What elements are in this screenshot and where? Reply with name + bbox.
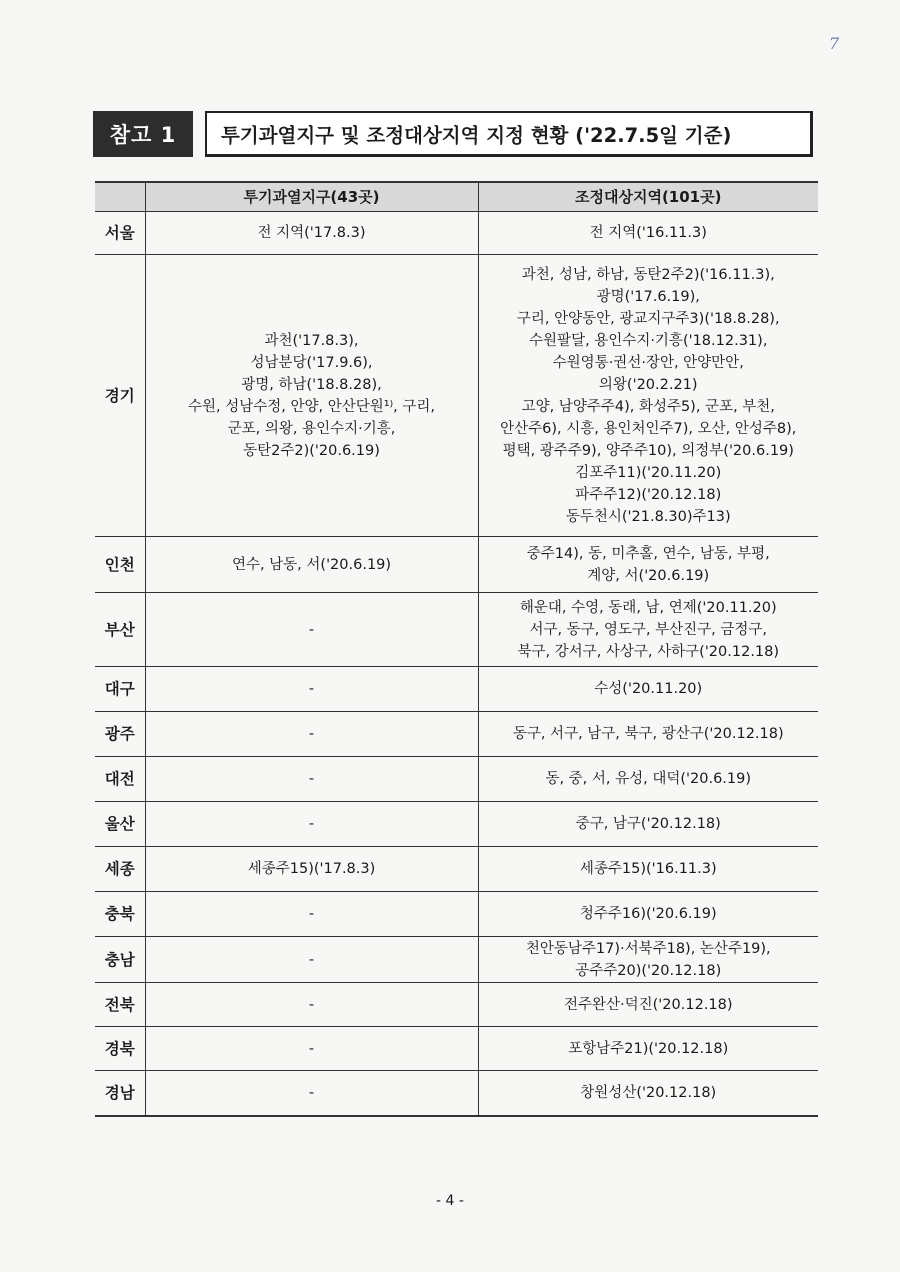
adjusted-area-cell	[478, 537, 818, 593]
designation-table	[95, 181, 818, 1117]
cell-line: -	[308, 621, 315, 638]
cell-line: 전 지역('16.11.3)	[589, 225, 707, 241]
adjusted-area-cell	[478, 983, 818, 1027]
table-row	[95, 802, 818, 847]
cell-line: 파주주12)('20.12.18)	[575, 486, 722, 503]
adjusted-area-cell	[478, 212, 818, 255]
region-cell: 경남	[95, 1071, 145, 1116]
table-row	[95, 937, 818, 983]
cell-line: 서구, 동구, 영도구, 부산진구, 금정구,	[529, 621, 768, 638]
cell-line: 수원, 성남수정, 안양, 안산단원¹⁾, 구리,	[188, 398, 435, 415]
cell-line: -	[308, 816, 315, 832]
cell-line: 안산주6), 시흥, 용인처인주7), 오산, 안성주8),	[500, 420, 797, 437]
cell-line: 전 지역('17.8.3)	[257, 225, 366, 241]
region-cell: 충북	[95, 892, 145, 937]
cell-line: 포항남주21)('20.12.18)	[568, 1040, 729, 1057]
cell-line: -	[308, 726, 315, 742]
adjusted-area-cell	[478, 255, 818, 537]
speculative-zone-cell	[145, 757, 478, 802]
adjusted-area-cell	[478, 1071, 818, 1116]
cell-line: 동구, 서구, 남구, 북구, 광산구('20.12.18)	[512, 726, 784, 742]
speculative-zone-cell	[145, 1071, 478, 1116]
adjusted-area-cell	[478, 892, 818, 937]
adjusted-area-cell	[478, 802, 818, 847]
speculative-zone-cell	[145, 537, 478, 593]
speculative-zone-cell	[145, 847, 478, 892]
cell-line: 수성('20.11.20)	[594, 681, 703, 697]
cell-line: 세종주15)('16.11.3)	[579, 861, 717, 877]
region-cell: 광주	[95, 712, 145, 757]
cell-line: 청주주16)('20.6.19)	[579, 906, 717, 922]
region-cell: 경북	[95, 1027, 145, 1071]
region-cell: 인천	[95, 537, 145, 593]
cell-line: 성남분당('17.9.6),	[250, 354, 373, 371]
reference-badge: 참고 1	[93, 111, 193, 157]
speculative-zone-cell	[145, 712, 478, 757]
speculative-zone-cell	[145, 1027, 478, 1071]
region-cell: 전북	[95, 983, 145, 1027]
region-cell: 서울	[95, 212, 145, 255]
table-row	[95, 593, 818, 667]
cell-line: 과천('17.8.3),	[264, 332, 359, 349]
cell-line: 중구, 남구('20.12.18)	[575, 816, 721, 832]
region-cell: 대구	[95, 667, 145, 712]
adjusted-area-cell	[478, 712, 818, 757]
cell-line: 광명('17.6.19),	[596, 288, 700, 305]
table-row	[95, 537, 818, 593]
cell-line: 창원성산('20.12.18)	[580, 1084, 717, 1101]
title-row	[93, 111, 813, 157]
cell-line: 북구, 강서구, 사상구, 사하구('20.12.18)	[517, 643, 780, 660]
speculative-zone-cell	[145, 593, 478, 667]
adjusted-area-cell	[478, 667, 818, 712]
speculative-zone-cell	[145, 802, 478, 847]
adjusted-area-cell	[478, 847, 818, 892]
cell-line: 중주14), 동, 미추홀, 연수, 남동, 부평,	[526, 545, 770, 562]
table-row	[95, 983, 818, 1027]
adjusted-area-cell	[478, 937, 818, 983]
cell-line: 동, 중, 서, 유성, 대덕('20.6.19)	[545, 771, 752, 787]
cell-line: 과천, 성남, 하남, 동탄2주2)('16.11.3),	[521, 266, 775, 283]
speculative-zone-cell	[145, 892, 478, 937]
table-row	[95, 212, 818, 255]
cell-line: -	[308, 681, 315, 697]
speculative-zone-cell	[145, 983, 478, 1027]
adjusted-area-cell	[478, 1027, 818, 1071]
header-adjusted-area: 조정대상지역(101곳)	[478, 182, 818, 212]
table-row	[95, 667, 818, 712]
cell-line: 공주주20)('20.12.18)	[575, 962, 722, 979]
table-row	[95, 712, 818, 757]
cell-line: -	[308, 771, 315, 787]
table-row	[95, 892, 818, 937]
cell-line: 계양, 서('20.6.19)	[587, 567, 710, 584]
cell-line: -	[308, 906, 315, 922]
handwritten-page-mark: 7	[829, 34, 840, 53]
speculative-zone-cell	[145, 212, 478, 255]
cell-line: 해운대, 수영, 동래, 남, 연제('20.11.20)	[519, 599, 777, 616]
cell-line: 동탄2주2)('20.6.19)	[243, 442, 380, 459]
region-cell: 울산	[95, 802, 145, 847]
adjusted-area-cell	[478, 593, 818, 667]
speculative-zone-cell	[145, 937, 478, 983]
header-region	[95, 182, 145, 212]
cell-line: -	[308, 996, 315, 1013]
cell-line: 세종주15)('17.8.3)	[247, 861, 376, 877]
region-cell: 충남	[95, 937, 145, 983]
region-cell: 경기	[95, 255, 145, 537]
region-cell: 세종	[95, 847, 145, 892]
page-title: 투기과열지구 및 조정대상지역 지정 현황 ('22.7.5일 기준)	[205, 111, 813, 157]
cell-line: 의왕('20.2.21)	[598, 376, 698, 393]
cell-line: -	[308, 951, 315, 968]
cell-line: 김포주11)('20.11.20)	[575, 464, 722, 481]
cell-line: -	[308, 1040, 315, 1057]
table-row	[95, 1027, 818, 1071]
header-speculative-zone: 투기과열지구(43곳)	[145, 182, 478, 212]
region-cell: 대전	[95, 757, 145, 802]
cell-line: 천안동남주17)·서북주18), 논산주19),	[525, 940, 771, 957]
speculative-zone-cell	[145, 667, 478, 712]
region-cell: 부산	[95, 593, 145, 667]
cell-line: 구리, 안양동안, 광교지구주3)('18.8.28),	[516, 310, 780, 327]
cell-line: 동두천시('21.8.30)주13)	[565, 508, 731, 525]
cell-line: 평택, 광주주9), 양주주10), 의정부('20.6.19)	[502, 442, 794, 459]
cell-line: 수원팔달, 용인수지·기흥('18.12.31),	[529, 332, 768, 349]
table-row	[95, 1071, 818, 1116]
cell-line: 고양, 남양주주4), 화성주5), 군포, 부천,	[521, 398, 775, 415]
cell-line: 연수, 남동, 서('20.6.19)	[231, 556, 392, 573]
table-header-row	[95, 182, 818, 212]
cell-line: -	[308, 1084, 315, 1101]
table-body	[95, 212, 818, 1116]
cell-line: 광명, 하남('18.8.28),	[241, 376, 382, 393]
cell-line: 군포, 의왕, 용인수지·기흥,	[227, 420, 396, 437]
speculative-zone-cell	[145, 255, 478, 537]
cell-line: 전주완산·덕진('20.12.18)	[563, 996, 733, 1013]
table-row	[95, 255, 818, 537]
page-number: - 4 -	[436, 1193, 464, 1209]
table-row	[95, 757, 818, 802]
adjusted-area-cell	[478, 757, 818, 802]
cell-line: 수원영통·권선·장안, 안양만안,	[552, 354, 744, 371]
table-row	[95, 847, 818, 892]
